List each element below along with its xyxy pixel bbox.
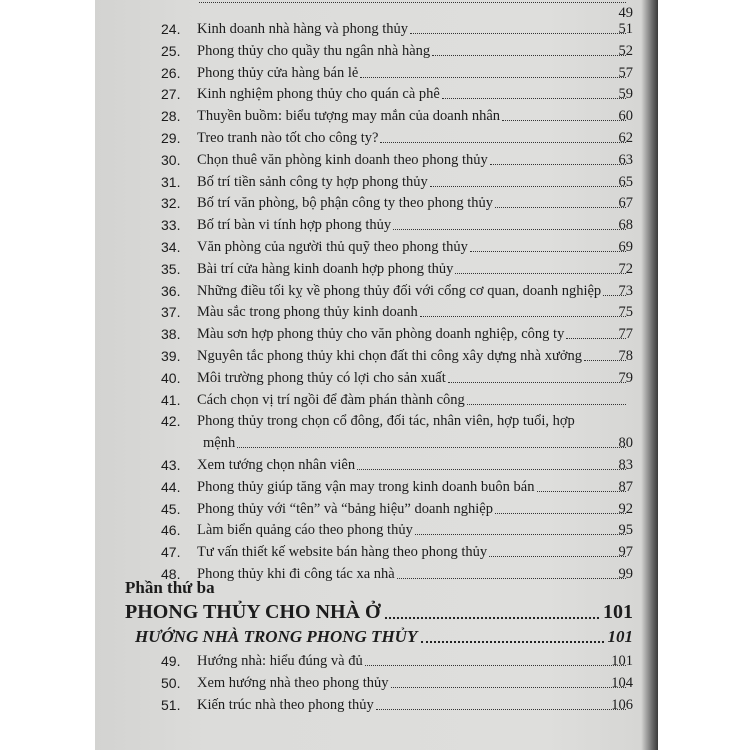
dot-leader [391,672,626,688]
item-title: Những điều tối kỵ về phong thủy đối với cổng cơ quan, doanh nghiệp [197,282,602,299]
section-title: HƯỚNG NHÀ TRONG PHONG THỦY [135,627,418,646]
item-number: 50. [161,675,181,691]
page-number: 72 [618,260,633,277]
item-title: Phong thủy giúp tăng vận may trong kinh doanh buôn bán [197,478,535,495]
item-number: 43. [161,457,181,473]
page-number: 87 [618,478,633,495]
item-number: 26. [161,64,181,81]
part-title-row [125,600,633,624]
dot-leader [421,626,603,643]
toc-row [95,345,658,367]
item-title: Phong thủy với “tên” và “bảng hiệu” doanh nghiệp [197,500,493,517]
dot-leader [455,258,626,274]
toc-row [95,454,658,476]
item-number: 42. [161,413,181,430]
item-title: Thuyền buồm: biểu tượng may mắn của doanh nhân [197,108,501,125]
dot-leader [470,236,626,252]
item-title: Treo tranh nào tốt cho công ty? [197,130,379,146]
item-number: 48. [161,566,181,582]
page-number: 68 [618,217,633,234]
toc-row [95,498,658,520]
dot-leader [430,171,626,187]
item-title: Làm biển quảng cáo theo phong thủy [197,522,413,539]
dot-leader [410,18,626,34]
item-title: Kinh nghiệm phong thủy cho quán cà phê [197,86,440,103]
toc-row [95,83,658,105]
item-number: 37. [161,304,181,321]
page-number: 75 [618,304,633,321]
item-number: 25. [161,42,181,59]
page-number: 59 [618,86,633,103]
item-number: 30. [161,151,181,168]
toc-row [95,171,658,193]
dot-leader [495,498,626,514]
item-number: 29. [161,130,181,146]
dot-leader [432,40,626,56]
item-title: Bố trí văn phòng, bộ phận công ty theo phong thủy [197,195,494,212]
toc-row [95,40,658,62]
item-title: Phong thủy trong chọn cổ đông, đối tác, nhân viên, hợp tuổi, hợp [197,413,575,430]
item-title: Cách chọn vị trí ngồi để đàm phán thành công [197,391,465,408]
toc-row [95,367,658,389]
toc-row [95,672,658,694]
part-title: PHONG THỦY CHO NHÀ Ở [125,601,381,623]
dot-leader [385,600,599,619]
page-number: 77 [618,326,633,343]
page-number: 99 [618,566,633,582]
item-title: Chọn thuê văn phòng kinh doanh theo phong thủy [197,151,488,168]
toc-row [95,694,658,716]
item-number: 24. [161,21,181,37]
dot-leader [495,192,626,208]
item-number: 34. [161,239,181,255]
item-number: 51. [161,697,181,713]
item-title: mệnh [203,435,236,452]
dot-leader [537,476,627,492]
item-number: 31. [161,173,181,190]
toc-row [95,258,658,280]
page-number: 49 [618,5,633,21]
toc-row [95,149,658,171]
toc-row [95,127,658,149]
item-number: 27. [161,86,181,103]
dot-leader [397,563,626,579]
dot-leader [199,2,626,3]
item-number: 49. [161,653,181,669]
page-number: 104 [611,675,633,691]
page-number: 95 [618,522,633,539]
page-number: 101 [611,653,633,669]
item-title: Kiến trúc nhà theo phong thủy [197,697,374,713]
item-number: 33. [161,217,181,234]
item-number: 39. [161,348,181,364]
item-title: Kinh doanh nhà hàng và phong thủy [197,21,409,37]
toc-row [95,541,658,563]
toc-row [95,389,658,411]
item-number: 40. [161,369,181,386]
section-page: 101 [607,627,633,646]
item-title: Phong thủy cửa hàng bán lẻ [197,64,359,81]
toc-row [95,432,658,454]
page-number: 80 [618,435,633,452]
item-number: 41. [161,391,181,408]
item-number: 46. [161,522,181,539]
toc-row [95,214,658,236]
page-number: 65 [618,173,633,190]
toc-row [95,301,658,323]
page-number: 78 [618,348,633,364]
toc-row [95,236,658,258]
dot-leader [380,127,626,143]
item-title: Nguyên tắc phong thủy khi chọn đất thi công xây dựng nhà xưởng [197,348,583,364]
dot-leader [360,62,626,78]
page-number: 106 [611,697,633,713]
toc-row [95,519,658,541]
page-number: 51 [618,21,633,37]
item-title: Bài trí cửa hàng kinh doanh hợp phong thủy [197,260,454,277]
page-number: 57 [618,64,633,81]
item-title: Bố trí tiền sảnh công ty hợp phong thủy [197,173,428,190]
page-number: 83 [618,457,633,473]
section-title-row [135,626,633,648]
toc-row [95,62,658,84]
toc-row [95,280,658,302]
page-number: 73 [618,282,633,299]
item-title: Phong thủy khi đi công tác xa nhà [197,566,395,582]
dot-leader [442,83,626,99]
item-number: 45. [161,500,181,517]
item-title: Tư vấn thiết kế website bán hàng theo phong thủy [197,544,488,561]
page-number: 79 [618,369,633,386]
part-label: Phần thứ ba [125,578,215,597]
page-number: 67 [618,195,633,212]
item-number: 36. [161,282,181,299]
part-page: 101 [603,601,633,623]
item-number: 47. [161,544,181,561]
item-title: Phong thủy cho quầy thu ngân nhà hàng [197,42,431,59]
item-title: Màu sơn hợp phong thủy cho văn phòng doanh nghiệp, công ty [197,326,565,343]
dot-leader [448,367,626,383]
item-title: Xem tướng chọn nhân viên [197,457,356,473]
item-number: 28. [161,108,181,125]
book-page [95,0,658,750]
item-title: Hướng nhà: hiểu đúng và đủ [197,653,363,669]
toc-row [95,105,658,127]
item-number: 44. [161,478,181,495]
dot-leader [490,149,626,165]
item-title: Bố trí bàn vi tính hợp phong thủy [197,217,392,234]
toc-row [95,18,658,40]
dot-leader [467,389,626,405]
page-number: 60 [618,108,633,125]
dot-leader [393,214,626,230]
toc-row [95,650,658,672]
dot-leader [502,105,626,121]
item-number: 38. [161,326,181,343]
dot-leader [566,323,626,339]
dot-leader [365,650,626,666]
dot-leader [357,454,626,470]
toc-row [95,192,658,214]
item-number: 32. [161,195,181,212]
page-number: 63 [618,151,633,168]
toc-row [95,323,658,345]
toc-row [95,476,658,498]
page-number: 92 [618,500,633,517]
dot-leader [489,541,626,557]
item-title: Văn phòng của người thủ quỹ theo phong thủy [197,239,468,255]
page-number: 69 [618,239,633,255]
page-number: 62 [618,130,633,146]
dot-leader [237,432,626,448]
page-number: 97 [618,544,633,561]
dot-leader [420,301,626,317]
dot-leader [415,519,626,535]
item-title: Màu sắc trong phong thủy kinh doanh [197,304,418,321]
page-number: 52 [618,42,633,59]
toc-row [95,563,658,585]
item-title: Môi trường phong thủy có lợi cho sản xuất [197,369,446,386]
dot-leader [376,694,626,710]
item-number: 35. [161,260,181,277]
toc-row [95,410,658,432]
item-title: Xem hướng nhà theo phong thủy [197,675,389,691]
